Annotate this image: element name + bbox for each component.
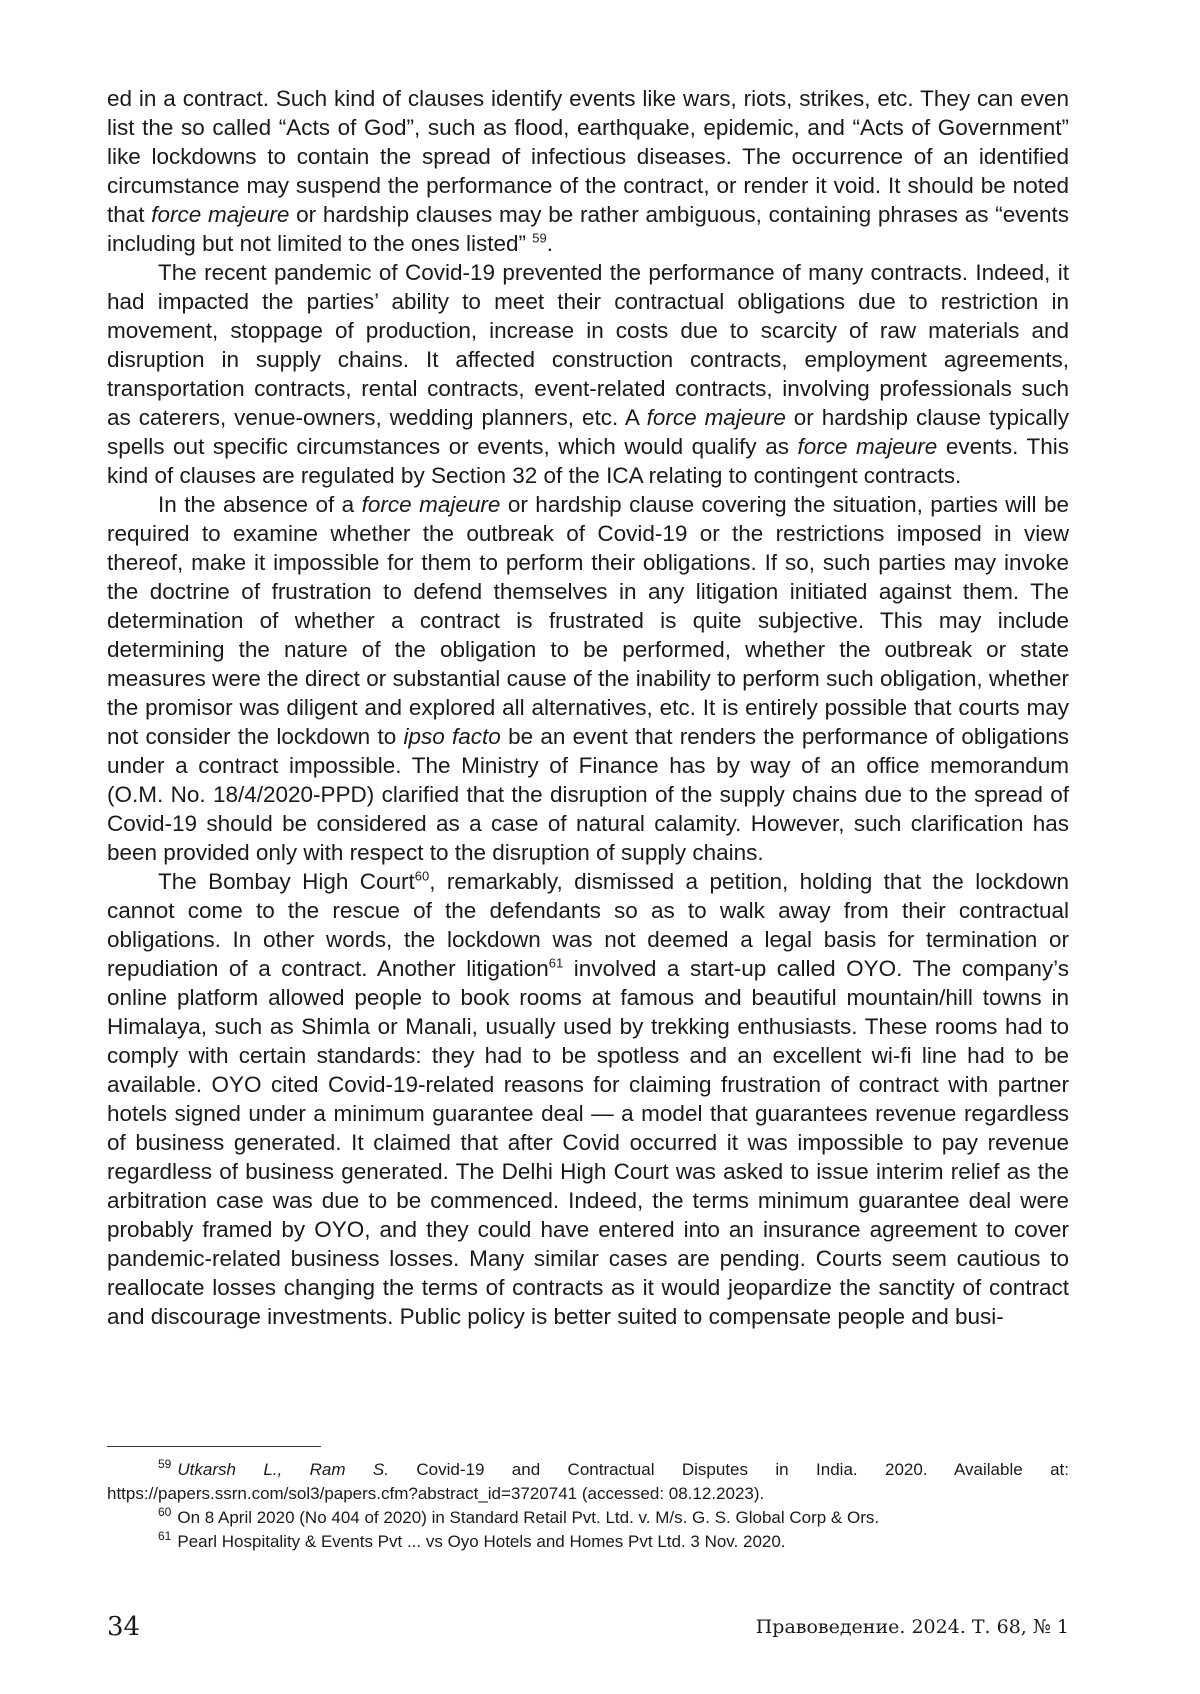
text-run: involved a start-up called OYO. The company’s online platform allowed people to book rooms at famous and beautiful mountain/hill towns in Himalaya, such as Shimla or Manali, usually used by trekking enthusiasts. These rooms had to comply with certain standards: they had to be spotless and an excellent wi-fi line had to be available. OYO cited Covid-19-related reasons for claiming frustration of contract with partner hotels signed under a minimum guarantee deal — a model that guarantees revenue regardless of business generated. It claimed that after Covid occurred it was impossible to pay revenue regardless of business generated. The Delhi High Court was asked to issue interim relief as the arbitration case was due to be commenced. Indeed, the terms minimum guarantee deal were probably framed by OYO, and they could have entered into an insurance agreement to cover pandemic-related business losses. Many similar cases are pending. Courts seem cautious to reallocate losses changing the terms of contracts as it would jeopardize the sanctity of contract and discourage investments. Public policy is better suited to compensate people and busi-: [107, 956, 1069, 1329]
paragraph: [107, 84, 1069, 258]
main-text: [107, 84, 1069, 1331]
italic-text: force majeure: [797, 434, 938, 459]
footnote-ref: 60: [414, 868, 430, 884]
text-run: The recent pandemic of Covid-19 prevented the performance of many contracts. Indeed, it had impacted the parties’ ability to meet their contractual obligations due to restriction in movement, stoppage of production, increase in costs due to scarcity of raw materials and disruption in supply chains. It affected construction contracts, employment agreements, transportation contracts, rental contracts, event-related contracts, involving professionals such as caterers, venue-owners, wedding planners, etc. A: [107, 260, 1069, 430]
body-text: [107, 84, 1069, 1331]
page-footer: [107, 1612, 1069, 1642]
text-run: The Bombay High Court: [158, 869, 415, 894]
footnote-ref: 59: [158, 1457, 172, 1472]
footnote-ref: 60: [158, 1505, 172, 1520]
italic-text: force majeure: [646, 405, 786, 430]
text-run: ed in a contract. Such kind of clauses identify events like wars, riots, strikes, etc. They can even list the so called “Acts of God”, such as flood, earthquake, epidemic, and “Acts of Government” like lockdowns to contain the spread of infectious diseases. The occurrence of an identified circumstance may suspend the performance of the contract, or render it void. It should be noted that: [107, 86, 1069, 227]
footnote: [107, 1458, 1069, 1506]
text-run: , remarkably, dismissed a petition, holding that the lockdown cannot come to the rescue of the defendants so as to walk away from their contractual obligations. In other words, the lockdown was not deemed a legal basis for termination or repudiation of a contract. Another litigation: [107, 869, 1069, 981]
page-number: 34: [107, 1612, 141, 1642]
text-run: Pearl Hospitality & Events Pvt ... vs Oyo Hotels and Homes Pvt Ltd. 3 Nov. 2020.: [177, 1532, 786, 1551]
text-run: or hardship clause typically spells out specific circumstances or events, which would qualify as: [107, 405, 1069, 459]
text-run: Covid-19 and Contractual Disputes in India. 2020. Available at: https://papers.ssrn.com/sol3/papers.cfm?abstract_id=3720741 (accessed: 08.12.2023).: [107, 1460, 1069, 1503]
paragraph: [107, 867, 1069, 1331]
footnote: [107, 1506, 1069, 1530]
footnote-ref: 59: [532, 230, 547, 246]
text-run: or hardship clauses may be rather ambiguous, containing phrases as “events including but not limited to the ones listed”: [107, 202, 1069, 256]
text-run: events. This kind of clauses are regulated by Section 32 of the ICA relating to contingent contracts.: [107, 434, 1069, 488]
paragraph: [107, 490, 1069, 867]
text-run: In the absence of a: [158, 492, 362, 517]
paragraph: [107, 258, 1069, 490]
footnote-ref: 61: [548, 955, 564, 971]
text-run: On 8 April 2020 (No 404 of 2020) in Standard Retail Pvt. Ltd. v. M/s. G. S. Global Corp & Ors.: [177, 1508, 880, 1527]
footnote-separator: [107, 1446, 321, 1447]
footnote: [107, 1530, 1069, 1554]
italic-text: force majeure: [361, 492, 501, 517]
text-run: .: [546, 231, 553, 256]
text-run: be an event that renders the performance of obligations under a contract impossible. The Ministry of Finance has by way of an office memorandum (O.M. No. 18/4/2020-PPD) clarified that the disruption of the supply chains due to the spread of Covid-19 should be considered as a case of natural calamity. However, such clarification has been provided only with respect to the disruption of supply chains.: [107, 724, 1070, 865]
footnotes: [107, 1458, 1069, 1554]
footnote-ref: 61: [158, 1529, 172, 1544]
italic-text: Utkarsh L., Ram S.: [177, 1460, 389, 1479]
italic-text: force majeure: [151, 202, 290, 227]
journal-citation: Правоведение. 2024. Т. 68, № 1: [755, 1616, 1069, 1638]
text-run: or hardship clause covering the situation, parties will be required to examine whether the outbreak of Covid-19 or the restrictions imposed in view thereof, make it impossible for them to perform their obligations. If so, such parties may invoke the doctrine of frustration to defend themselves in any litigation initiated against them. The determination of whether a contract is frustrated is quite subjective. This may include determining the nature of the obligation to be performed, whether the outbreak or state measures were the direct or substantial cause of the inability to perform such obligation, whether the promisor was diligent and explored all alternatives, etc. It is entirely possible that courts may not consider the lockdown to: [107, 492, 1069, 749]
italic-text: ipso facto: [403, 724, 501, 749]
